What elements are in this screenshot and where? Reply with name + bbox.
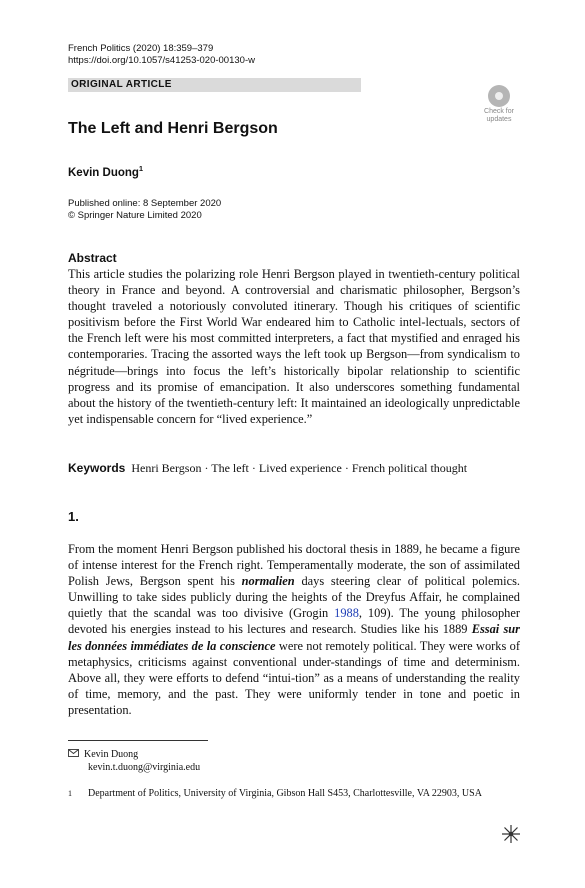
- article-title: The Left and Henri Bergson: [68, 120, 278, 137]
- journal-citation: French Politics (2020) 18:359–379: [68, 43, 214, 54]
- author-affiliation-marker: 1: [138, 164, 144, 173]
- springer-horse-icon: [500, 823, 522, 845]
- journal-header: [68, 43, 255, 67]
- corresponding-email[interactable]: kevin.t.duong@virginia.edu: [88, 762, 201, 773]
- published-date: Published online: 8 September 2020: [68, 198, 222, 209]
- publication-info: [68, 198, 221, 222]
- author-name[interactable]: Kevin Duong: [68, 166, 139, 179]
- badge-label: Check for updates: [484, 108, 514, 123]
- keywords-label: Keywords: [68, 461, 126, 475]
- check-updates-icon: [488, 85, 510, 107]
- corresponding-author: [68, 748, 200, 774]
- footnote-rule: [68, 740, 208, 741]
- abstract-heading: Abstract: [68, 251, 117, 265]
- affiliation-number: 1: [68, 789, 72, 798]
- envelope-icon: [68, 748, 84, 761]
- essai-title: Essai sur les données immédiates de la conscience: [68, 622, 520, 653]
- check-for-updates-badge[interactable]: [478, 85, 520, 125]
- section-heading: 1.: [68, 509, 79, 524]
- keywords-list: Henri Bergson · The left · Lived experience · French political thought: [131, 461, 468, 475]
- abstract-text: This article studies the polarizing role Henri Bergson played in twentieth-century political theory in France and beyond. A controversial and charismatic philosopher, Bergson’s thought traveled a notoriously convoluted itinerary. Though his critiques of scientific positivism before the First World War endeared him to Catholic intel-lectuals, sectors of the French left were his most committed interpreters, a fact that mystified and enraged his contemporaries. Tracing the assorted ways the left took up Bergson—from syndicalism to négritude—brings into focus the left’s historically bipolar relationship to scientific progress and its promise of emancipation. It also underscores something fundamental about the history of the twentieth-century left: It maintained an ideologically unpredictable yet indispensable concern for “lived experience.”: [68, 267, 520, 426]
- normalien-term: normalien: [241, 574, 295, 589]
- doi-link[interactable]: https://doi.org/10.1057/s41253-020-00130-w: [68, 55, 255, 66]
- article-type-banner: ORIGINAL ARTICLE: [68, 78, 361, 92]
- affiliation-text: Department of Politics, University of Virginia, Gibson Hall S453, Charlottesville, VA 22903, USA: [88, 788, 482, 799]
- copyright: © Springer Nature Limited 2020: [68, 210, 202, 221]
- author-line: [68, 164, 143, 179]
- citation-link[interactable]: 1988: [334, 606, 359, 621]
- affiliation-footnote: [68, 787, 508, 800]
- keywords-line: [68, 461, 467, 476]
- body-paragraph: From the moment Henri Bergson published his doctoral thesis in 1889, he became a figure of intense interest for the French right. Temperamentally moderate, the son of assimilated Polish Jews, Bergson spent his normalien days steering clear of political polemics. Unwilling to take sides publicly during the heights of the Dreyfus Affair, he complained quietly that the scandal was too divisive (Grogin 1988, 109). The young philosopher devoted his energies instead to his lectures and research. Studies like his 1889 Essai sur les données immédiates de la conscience were not remotely political. They were works of metaphysics, criticisms against conventional under-standings of time and determinism. Above all, they were efforts to defend “intui-tion” as a means of understanding the reality of time, memory, and the past. They were uniformly tender in tone and poetic in presentation.: [68, 542, 521, 717]
- corresponding-name: Kevin Duong: [84, 749, 139, 760]
